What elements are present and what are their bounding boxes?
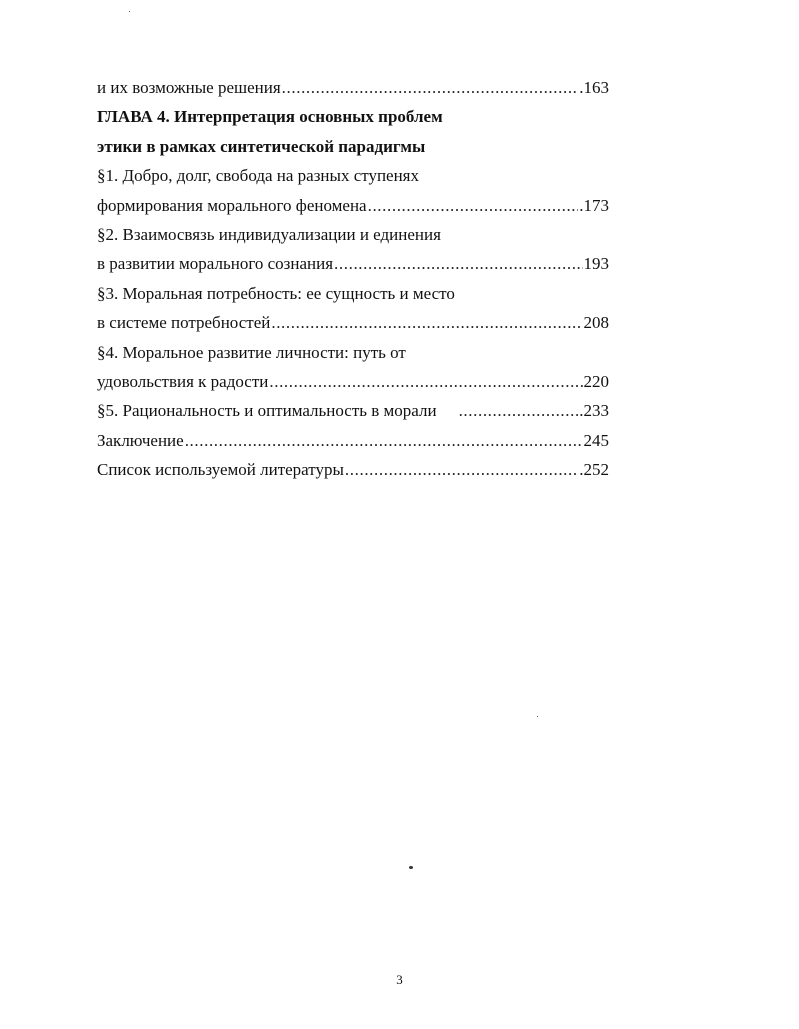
toc-entry-title: в системе потребностей: [97, 313, 271, 333]
toc-dot-leader: [334, 249, 582, 278]
toc-dot-leader: [368, 191, 579, 220]
scan-speck: [537, 716, 538, 717]
toc-entry-title: в развитии морального сознания: [97, 254, 334, 274]
chapter-heading: [97, 102, 609, 131]
toc-entry-page: 193: [583, 254, 609, 274]
toc-entry: [97, 338, 609, 367]
toc-entry-title: Заключение: [97, 430, 184, 450]
toc-entry: [97, 367, 609, 396]
chapter-heading-line: ГЛАВА 4. Интерпретация основных проблем: [97, 107, 443, 127]
toc-entry: [97, 455, 609, 484]
chapter-heading: [97, 132, 609, 161]
toc-entry: [97, 191, 609, 220]
toc-entry: [97, 396, 609, 425]
toc-entry-page: .252: [579, 460, 609, 480]
scan-speck: [409, 866, 413, 869]
toc-entry-page: .163: [579, 78, 609, 97]
toc-dot-leader: [459, 396, 579, 425]
toc-entry-title: §5. Рациональность и оптимальность в морали: [97, 401, 437, 421]
toc-entry-title: и их возможные решения: [97, 78, 281, 97]
toc-dot-leader: [282, 73, 579, 102]
toc-entry-title: §3. Моральная потребность: ее сущность и место: [97, 283, 455, 303]
toc-entry: [97, 426, 609, 455]
toc-entry: [97, 161, 609, 190]
toc-entry-page: 220: [583, 371, 609, 391]
toc-entry-page: 245: [583, 430, 609, 450]
toc-entry-title: §4. Моральное развитие личности: путь от: [97, 342, 406, 362]
toc-entry-page: .233: [579, 401, 609, 421]
toc-entry-title: Список используемой литературы: [97, 460, 344, 480]
table-of-contents: [97, 73, 609, 484]
toc-entry-page: 208: [583, 313, 609, 333]
toc-entry-title: удовольствия к радости: [97, 371, 269, 391]
toc-entry: [97, 220, 609, 249]
toc-entry-title: формирования морального феномена: [97, 195, 367, 215]
toc-entry: [97, 249, 609, 278]
toc-entry-title: §2. Взаимосвязь индивидуализации и единения: [97, 224, 441, 244]
chapter-heading-line: этики в рамках синтетической парадигмы: [97, 136, 426, 156]
toc-entry: [97, 279, 609, 308]
toc-dot-leader: [345, 455, 578, 484]
page-number: 3: [396, 972, 403, 987]
scan-speck: [129, 11, 130, 12]
toc-entry: [97, 73, 609, 102]
toc-entry-title: §1. Добро, долг, свобода на разных ступенях: [97, 166, 420, 186]
toc-dot-leader: [271, 308, 582, 337]
toc-entry-page: .173: [579, 195, 609, 215]
toc-dot-leader: [185, 426, 583, 455]
toc-entry: [97, 308, 609, 337]
toc-dot-leader: [269, 367, 582, 396]
